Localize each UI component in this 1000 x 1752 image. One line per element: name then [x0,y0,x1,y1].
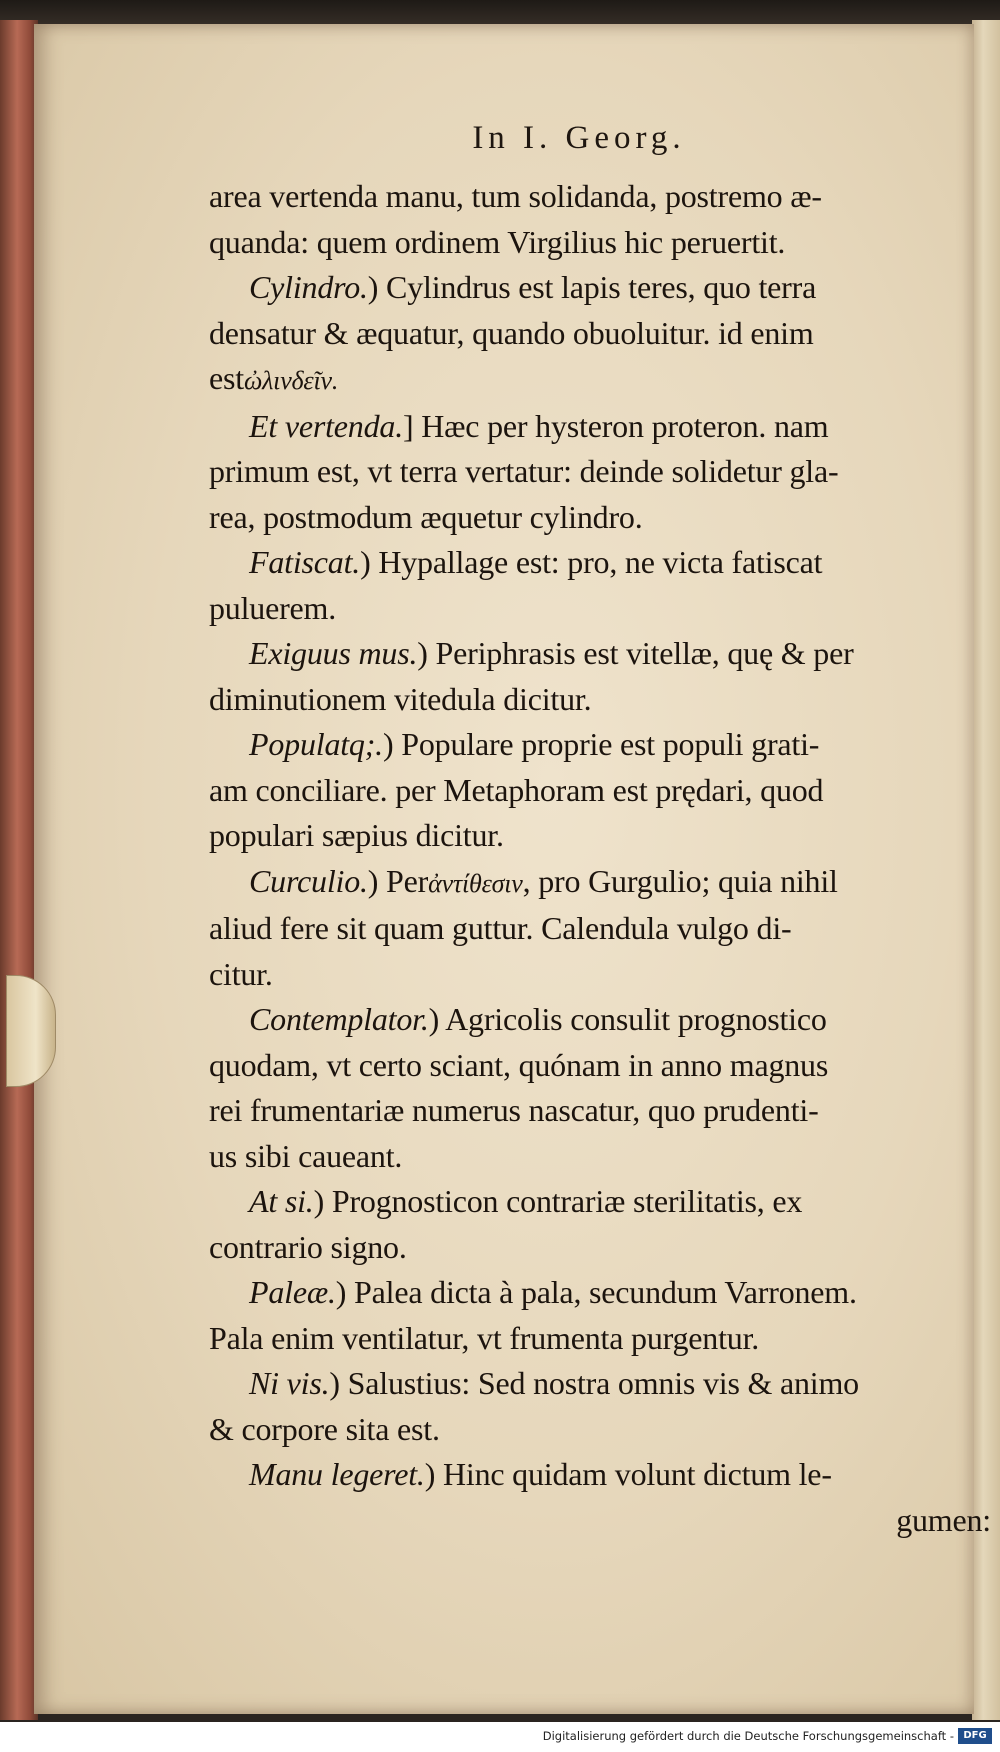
lemma: Exiguus mus. [249,635,418,671]
text-line [209,220,999,266]
line-text: puluerem. [209,589,337,626]
text-line [209,722,999,768]
lemma: Cylindro. [249,269,368,305]
line-text: ) Per [367,862,429,899]
line-text: diminutionem vitedula dicitur. [209,680,592,717]
line-text: rea, postmodum æquetur cylindro. [209,498,643,535]
text-line [209,356,999,404]
text-line [209,404,999,450]
digitization-footer [0,1722,1000,1752]
text-line [209,1043,999,1089]
greek-word: ὠλινδεῖν. [243,366,339,395]
line-text: aliud fere sit quam guttur. Calendula vulgo di- [209,910,792,946]
line-text: quodam, vt certo sciant, quónam in anno magnus [209,1046,829,1083]
text-line [209,1452,999,1498]
line-text: ) Prognosticon contrariæ sterilitatis, ex [313,1183,803,1219]
line-text: ) Hypallage est: pro, ne victa fatiscat [360,544,823,580]
book-page [34,24,991,1714]
line-text: primum est, vt terra vertatur: deinde solidetur gla- [209,453,839,489]
lemma: Curculio. [249,862,368,899]
text-line [209,1361,999,1407]
lemma: Populatq;. [249,726,383,762]
line-text: ) Populare proprie est populi grati- [383,726,820,762]
text-line [209,631,999,677]
line-text: contrario signo. [209,1228,407,1265]
line-text: ) Hinc quidam volunt dictum le- [424,1456,832,1492]
line-text: Pala enim ventilatur, vt frumenta purgentur. [209,1319,760,1356]
line-text: ] Hæc per hysteron proteron. nam [403,407,829,444]
line-text-continued: , pro Gurgulio; quia nihil [522,862,838,899]
line-text: ) Palea dicta à pala, secundum Varronem. [335,1274,857,1310]
lemma: Paleæ. [249,1274,336,1310]
line-text: ) Agricolis consulit prognostico [428,1001,827,1037]
line-text: ) Salustius: Sed nostra omnis vis & animo [329,1365,859,1401]
text-line [209,677,999,723]
line-text: ) Periphrasis est vitellæ, quę & per [417,635,854,671]
text-line [209,997,999,1043]
text-line [209,768,999,814]
text-line [209,1316,999,1362]
text-line [209,449,999,495]
footer-credit: Digitalisierung gefördert durch die Deutsche Forschungsgemeinschaft - [542,1729,954,1743]
text-line [209,540,999,586]
page-body-text [209,174,999,1543]
line-text: populari sæpius dicitur. [209,817,504,853]
line-text: est [209,360,244,396]
line-text: quanda: quem ordinem Virgilius hic peruertit. [209,223,786,260]
text-line [209,1270,999,1316]
text-line [209,906,999,952]
lemma: Contemplator. [249,1001,429,1037]
line-text: & corpore sita est. [209,1410,440,1447]
text-line [209,265,999,311]
text-line [209,813,999,859]
line-text: citur. [209,955,273,992]
running-title: In I. Georg. [472,120,686,156]
line-text: us sibi caueant. [209,1137,403,1174]
line-text: area vertenda manu, tum solidanda, postremo æ- [209,178,822,214]
greek-word: ἀντίθεσιν [428,868,523,898]
text-line [209,1407,999,1453]
lemma: Manu legeret. [249,1456,425,1492]
text-line [209,952,999,998]
clasp-shape [6,975,56,1087]
lemma: Fatiscat. [249,544,361,580]
catchword: gumen: [896,1501,991,1538]
text-line [209,586,999,632]
text-line [209,1179,999,1225]
lemma: Ni vis. [249,1365,330,1401]
dfg-logo-icon: DFG [958,1728,992,1744]
line-text: am conciliare. per Metaphoram est prędari, quod [209,771,824,808]
text-line [209,311,999,357]
text-line [209,1134,999,1180]
text-line [209,1088,999,1134]
text-line [209,495,999,541]
book-spine-edge [0,20,38,1720]
line-text: rei frumentariæ numerus nascatur, quo prudenti- [209,1092,819,1128]
lemma: At si. [249,1183,314,1219]
text-line [209,1225,999,1271]
lemma: Et vertenda. [249,407,403,444]
text-line [209,859,999,907]
line-text: densatur & æquatur, quando obuoluitur. id enim [209,314,814,351]
line-text: ) Cylindrus est lapis teres, quo terra [367,269,817,305]
text-line [209,174,999,220]
